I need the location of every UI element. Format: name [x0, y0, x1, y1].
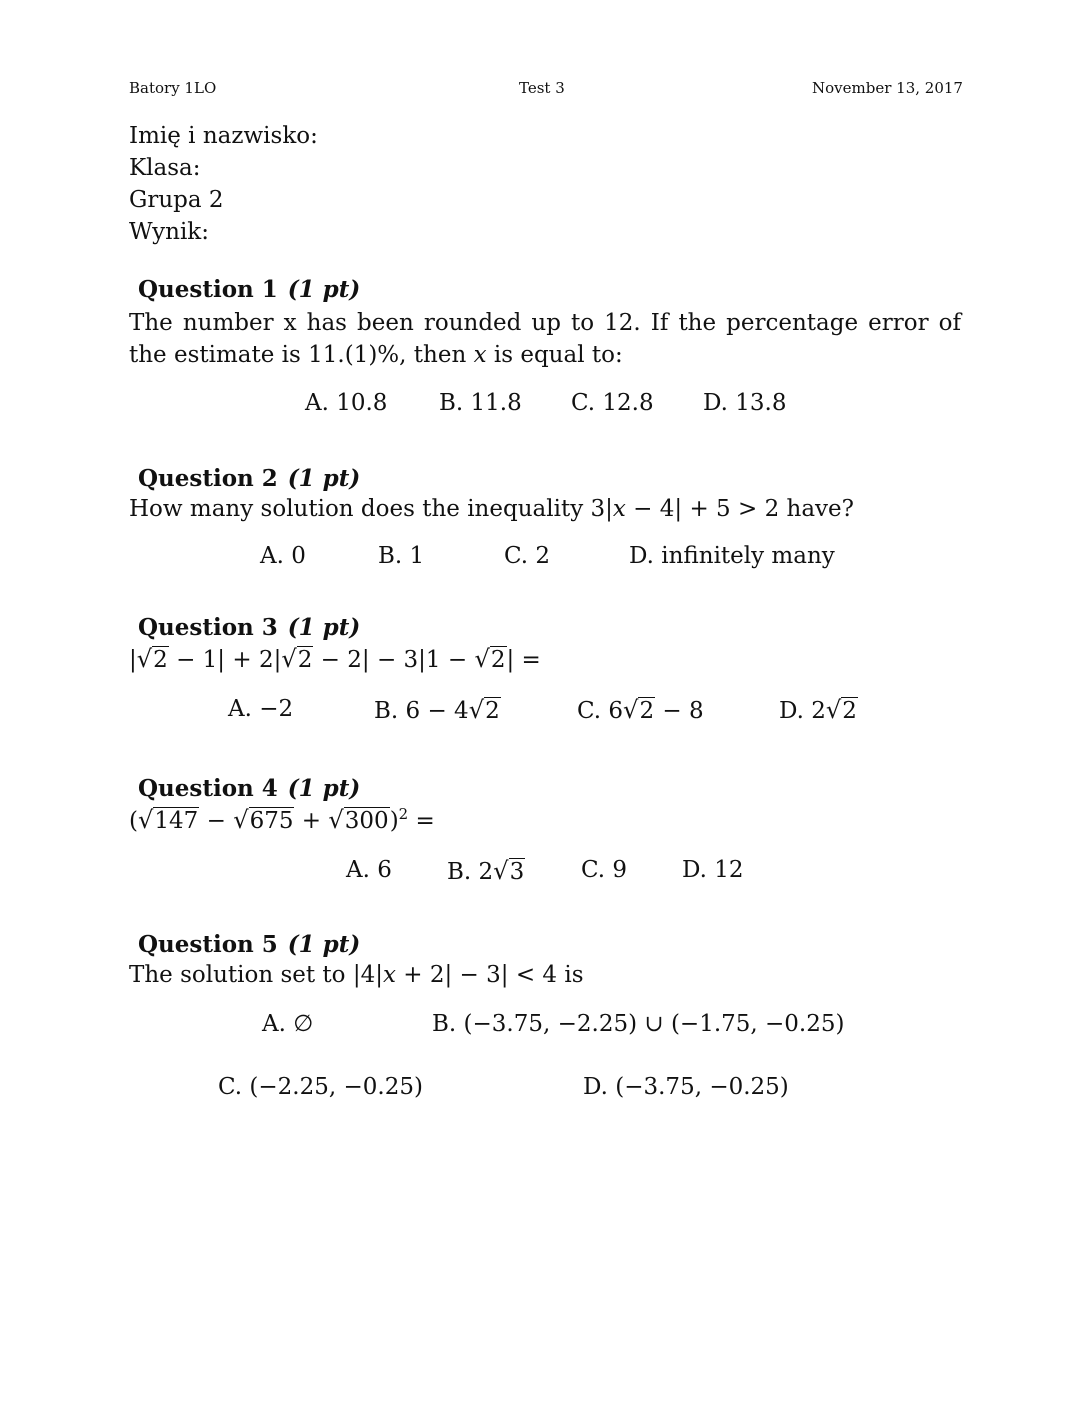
question-2-text — [129, 496, 854, 522]
question-2-title — [138, 465, 360, 492]
question-1-text-var: x — [473, 342, 487, 368]
question-1-text-part1: The number x has been rounded up to 12. If the percentage error of the estimate is 11.(1)%, then — [129, 310, 961, 368]
question-3-option-c — [577, 696, 704, 724]
q3-option-c-text: C. 6 — [577, 698, 624, 724]
question-1-text — [129, 307, 961, 371]
question-2-option-b: B. 1 — [378, 543, 425, 569]
question-4-option-a: A. 6 — [346, 857, 392, 883]
question-1-points: (1 pt) — [287, 276, 361, 303]
sqrt-sign: √2 — [474, 645, 506, 673]
question-2-option-a: A. 0 — [260, 543, 306, 569]
question-5-option-a: A. ∅ — [262, 1011, 314, 1037]
question-1-option-a: A. 10.8 — [305, 390, 388, 416]
q4-expr-part: − — [199, 808, 234, 834]
question-5-text — [129, 962, 584, 988]
q3-expr-part: − 2| − 3|1 − — [313, 647, 475, 673]
question-5-option-c: C. (−2.25, −0.25) — [218, 1074, 423, 1100]
q3-expr-part: | — [129, 647, 137, 673]
sqrt-sign: √2 — [468, 696, 500, 724]
question-5-text-var: x — [382, 962, 396, 988]
question-3-option-d — [779, 696, 858, 724]
question-5-text-part2: + 2| − 3| < 4 is — [395, 962, 584, 988]
question-5-text-part1: The solution set to |4| — [129, 962, 383, 988]
q4-expr-part: ) — [389, 808, 399, 834]
question-5-points: (1 pt) — [287, 931, 361, 958]
question-1-option-c: C. 12.8 — [571, 390, 654, 416]
question-1-title — [138, 276, 360, 303]
question-3-expression — [129, 645, 541, 673]
question-1-label: Question 1 — [138, 276, 278, 303]
header-left: Batory 1LO — [129, 79, 217, 97]
question-5-option-d: D. (−3.75, −0.25) — [583, 1074, 789, 1100]
question-5-title — [138, 931, 360, 958]
q3-option-c-radicand: 2 — [639, 698, 655, 724]
q3-option-b-radicand: 2 — [485, 698, 500, 724]
question-3-option-b — [374, 696, 501, 724]
question-4-points: (1 pt) — [287, 775, 361, 802]
question-1-text-part2: is equal to: — [486, 342, 623, 368]
sqrt-sign: √2 — [623, 696, 655, 724]
class-label: Klasa: — [129, 155, 201, 181]
q3-option-d-text: D. 2 — [779, 698, 826, 724]
question-2-option-c: C. 2 — [504, 543, 551, 569]
sqrt-sign: √675 — [233, 806, 294, 834]
question-3-points: (1 pt) — [287, 614, 361, 641]
question-4-label: Question 4 — [138, 775, 278, 802]
q3-option-c-tail: − 8 — [655, 698, 704, 724]
question-3-label: Question 3 — [138, 614, 278, 641]
sqrt-sign: √2 — [281, 645, 313, 673]
question-4-option-d: D. 12 — [682, 857, 744, 883]
sqrt-sign: √147 — [137, 806, 199, 834]
question-4-option-b — [447, 857, 525, 885]
sqrt-sign: √300 — [328, 806, 389, 834]
q4-option-b-text: B. 2 — [447, 859, 494, 885]
question-5-label: Question 5 — [138, 931, 278, 958]
q4-radicand: 300 — [344, 808, 389, 834]
group-label: Grupa 2 — [129, 187, 224, 213]
question-3-title — [138, 614, 360, 641]
question-2-points: (1 pt) — [287, 465, 361, 492]
q3-radicand: 2 — [153, 647, 168, 673]
q3-option-b-text: B. 6 − 4 — [374, 698, 469, 724]
q4-expr-part: ( — [129, 808, 138, 834]
question-1-option-d: D. 13.8 — [703, 390, 787, 416]
q4-expr-part: + — [294, 808, 329, 834]
question-2-text-part2: − 4| + 5 > 2 have? — [625, 496, 854, 522]
question-1-option-b: B. 11.8 — [439, 390, 522, 416]
question-4-title — [138, 775, 360, 802]
sqrt-sign: √3 — [493, 857, 525, 885]
header-date: November 13, 2017 — [812, 79, 963, 97]
q4-radicand: 675 — [249, 808, 294, 834]
question-2-text-var: x — [612, 496, 626, 522]
question-3-option-a: A. −2 — [228, 696, 294, 722]
q3-expr-part: − 1| + 2| — [168, 647, 282, 673]
q4-radicand: 147 — [154, 808, 199, 834]
q4-exponent: 2 — [398, 805, 409, 824]
name-label: Imię i nazwisko: — [129, 123, 318, 149]
question-4-option-c: C. 9 — [581, 857, 628, 883]
q3-radicand: 2 — [490, 647, 506, 673]
question-2-label: Question 2 — [138, 465, 278, 492]
q3-radicand: 2 — [297, 647, 313, 673]
q3-option-d-radicand: 2 — [842, 698, 857, 724]
question-5-option-b: B. (−3.75, −2.25) ∪ (−1.75, −0.25) — [432, 1011, 845, 1037]
q3-expr-part: | = — [506, 647, 541, 673]
score-label: Wynik: — [129, 219, 209, 245]
q4-expr-part: = — [408, 808, 435, 834]
sqrt-sign: √2 — [136, 645, 168, 673]
q4-option-b-radicand: 3 — [509, 859, 525, 885]
question-2-option-d: D. infinitely many — [629, 543, 835, 569]
header-center: Test 3 — [519, 79, 565, 97]
question-4-expression — [129, 806, 435, 834]
question-2-text-part1: How many solution does the inequality 3| — [129, 496, 613, 522]
sqrt-sign: √2 — [825, 696, 857, 724]
